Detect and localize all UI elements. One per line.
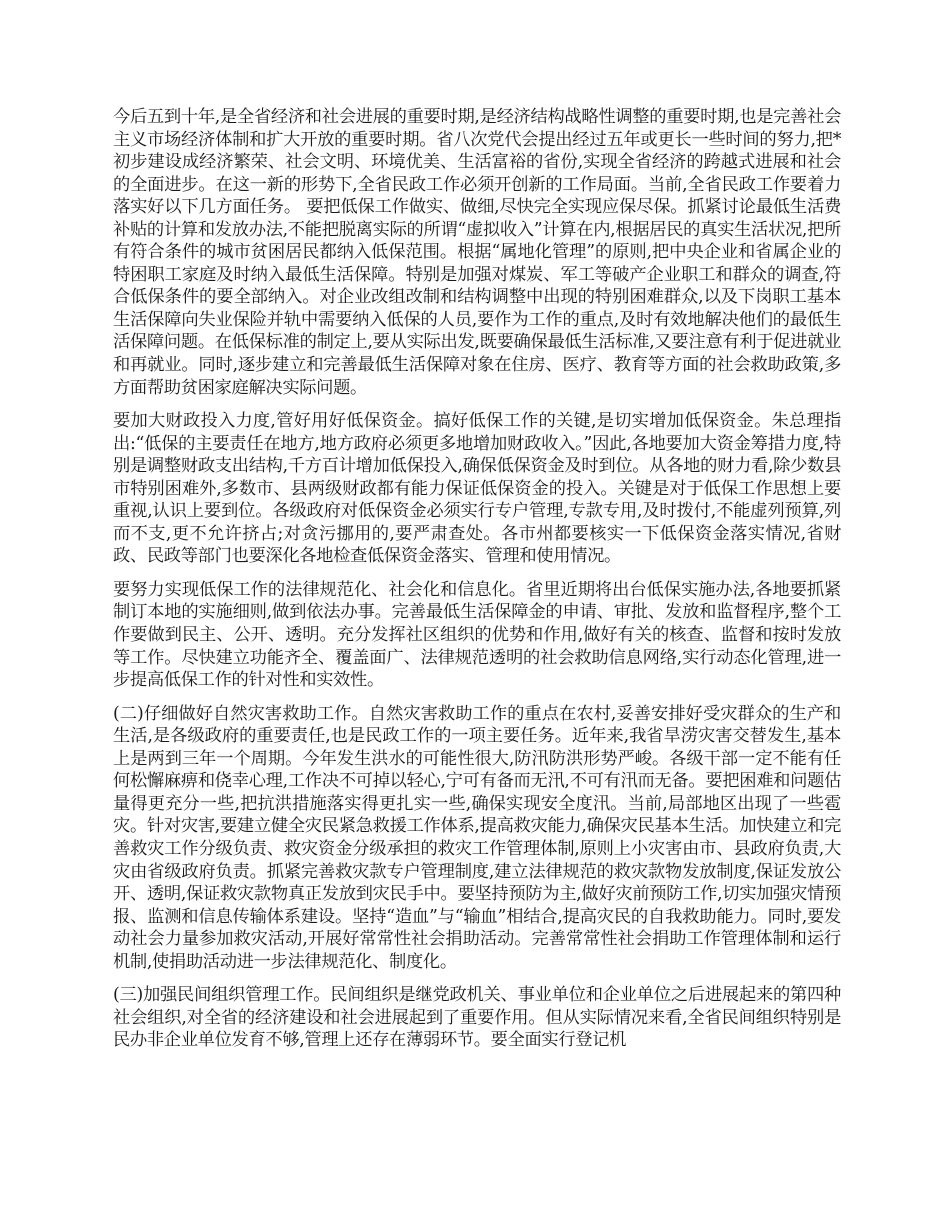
- document-page: [113, 106, 841, 1063]
- paragraph-disaster-relief: (二)仔细做好自然灾害救助工作。自然灾害救助工作的重点在农村,妥善安排好受灾群众的生产和生活,是各级政府的重要责任,也是民政工作的一项主要任务。近年来,我省旱涝灾害交替发生,基本上是两到三年一个周期。今年发生洪水的可能性很大,防汛防洪形势严峻。各级干部一定不能有任何松懈麻痹和侥幸心理,工作决不可掉以轻心,宁可有备而无汛,不可有汛而无备。要把困难和问题估量得更充分一些,把抗洪措施落实得更扎实一些,确保实现安全度汛。当前,局部地区出现了一些雹灾。针对灾害,要建立健全灾民紧急救援工作体系,提高救灾能力,确保灾民基本生活。加快建立和完善救灾工作分级负责、救灾资金分级承担的救灾工作管理体制,原则上小灾害由市、县政府负责,大灾由省级政府负责。抓紧完善救灾款专户管理制度,建立法律规范的救灾款物发放制度,保证发放公开、透明,保证救灾款物真正发放到灾民手中。要坚持预防为主,做好灾前预防工作,切实加强灾情预报、监测和信息传输体系建设。坚持“造血”与“输血”相结合,提高灾民的自我救助能力。同时,要发动社会力量参加救灾活动,开展好常常性社会捐助活动。完善常常性社会捐助工作管理体制和运行机制,使捐助活动进一步法律规范化、制度化。: [113, 703, 841, 972]
- paragraph-civil-organizations: (三)加强民间组织管理工作。民间组织是继党政机关、事业单位和企业单位之后进展起来的第四种社会组织,对全省的经济建设和社会进展起到了重要作用。但从实际情况来看,全省民间组织特别是民办非企业单位发育不够,管理上还存在薄弱环节。要全面实行登记机: [113, 985, 841, 1051]
- paragraph-low-income-tasks: 今后五到十年,是全省经济和社会进展的重要时期,是经济结构战略性调整的重要时期,也是完善社会主义市场经济体制和扩大开放的重要时期。省八次党代会提出经过五年或更长一些时间的努力,把*初步建设成经济繁荣、社会文明、环境优美、生活富裕的省份,实现全省经济的跨越式进展和社会的全面进步。在这一新的形势下,全省民政工作必须开创新的工作局面。当前,全省民政工作要着力落实好以下几方面任务。 要把低保工作做实、做细,尽快完全实现应保尽保。抓紧讨论最低生活费补贴的计算和发放办法,不能把脱离实际的所谓“虚拟收入”计算在内,根据居民的真实生活状况,把所有符合条件的城市贫困居民都纳入低保范围。根据“属地化管理”的原则,把中央企业和省属企业的特困职工家庭及时纳入最低生活保障。特别是加强对煤炭、军工等破产企业职工和群众的调查,符合低保条件的要全部纳入。对企业改组改制和结构调整中出现的特别困难群众,以及下岗职工基本生活保障向失业保险并轨中需要纳入低保的人员,要作为工作的重点,及时有效地解决他们的最低生活保障问题。在低保标准的制定上,要从实际出发,既要确保最低生活标准,又要注意有利于促进就业和再就业。同时,逐步建立和完善最低生活保障对象在住房、医疗、教育等方面的社会救助政策,多方面帮助贫困家庭解决实际问题。: [113, 107, 841, 398]
- paragraph-low-income-legal: 要努力实现低保工作的法律规范化、社会化和信息化。省里近期将出台低保实施办法,各地要抓紧制订本地的实施细则,做到依法办事。完善最低生活保障金的申请、审批、发放和监督程序,整个工作要做到民主、公开、透明。充分发挥社区组织的优势和作用,做好有关的核查、监督和按时发放等工作。尽快建立功能齐全、覆盖面广、法律规范透明的社会救助信息网络,实行动态化管理,进一步提高低保工作的针对性和实效性。: [113, 579, 841, 691]
- paragraph-low-income-funding: 要加大财政投入力度,管好用好低保资金。搞好低保工作的关键,是切实增加低保资金。朱总理指出:“低保的主要责任在地方,地方政府必须更多地增加财政收入。”因此,各地要加大资金筹措力度,特别是调整财政支出结构,千方百计增加低保投入,确保低保资金及时到位。从各地的财力看,除少数县市特别困难外,多数市、县两级财政都有能力保证低保资金的投入。关键是对于低保工作思想上要重视,认识上要到位。各级政府对低保资金必须实行专户管理,专款专用,及时拨付,不能虚列预算,列而不支,更不允许挤占;对贪污挪用的,要严肃查处。各市州都要核实一下低保资金落实情况,省财政、民政等部门也要深化各地检查低保资金落实、管理和使用情况。: [113, 411, 841, 567]
